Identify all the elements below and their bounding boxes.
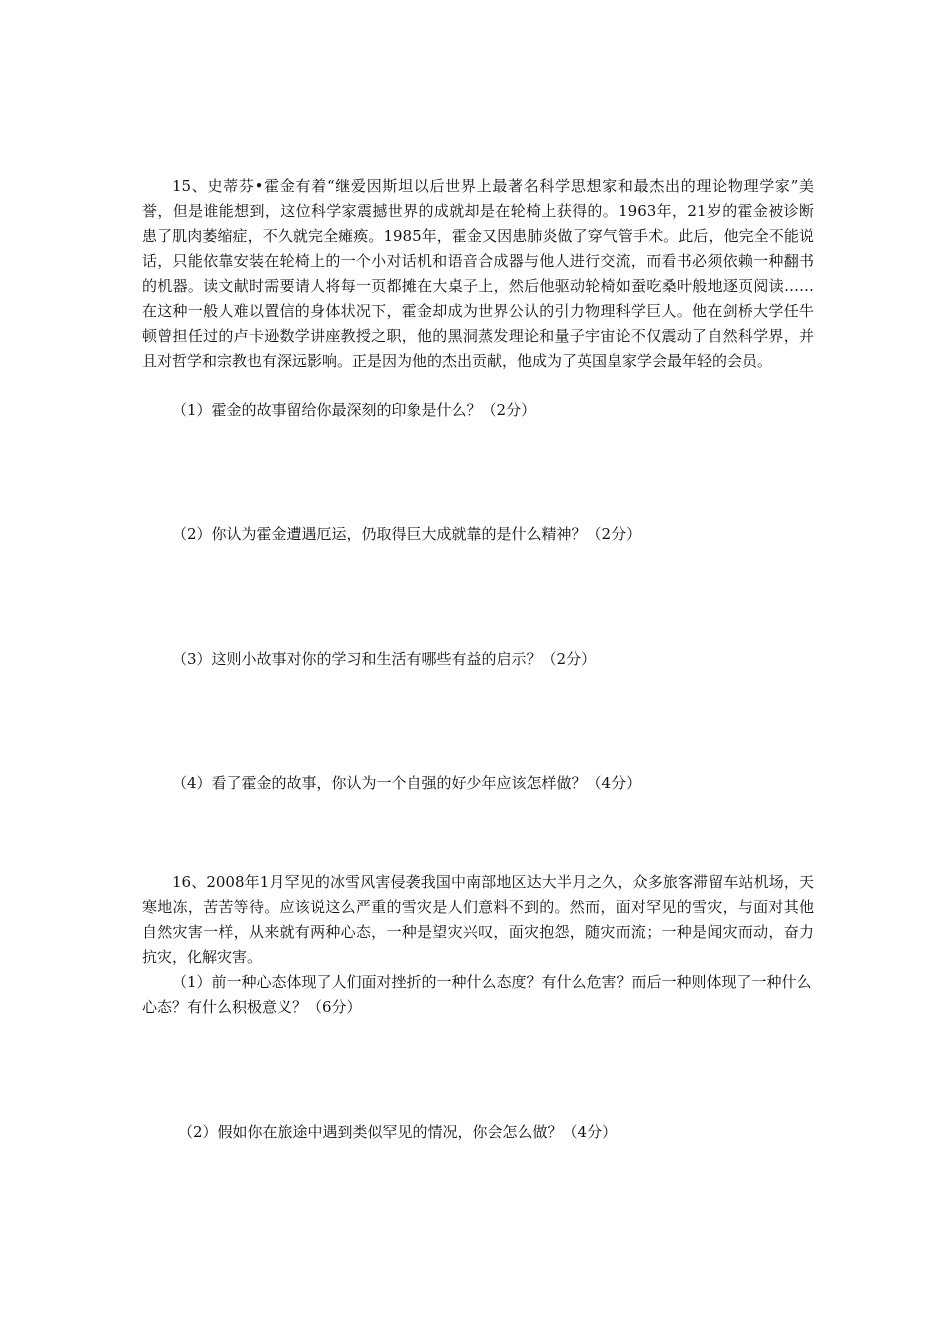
question-15-sub-2: （2）你认为霍金遭遇厄运，仍取得巨大成就靠的是什么精神？（2分） [172,525,642,543]
question-16-sub-2: （2）假如你在旅途中遇到类似罕见的情况，你会怎么做？（4分） [178,1123,618,1141]
question-16-passage: 16、2008年1月罕见的冰雪风害侵袭我国中南部地区达大半月之久，众多旅客滞留车站机场，天寒地冻，苦苦等待。应该说这么严重的雪灾是人们意料不到的。然而，面对罕见的雪灾，与面对其他自然灾害一样，从来就有两种心态，一种是望灾兴叹，面灾抱怨，随灾而流；一种是闻灾而动，奋力抗灾，化解灾害。 [142,873,814,966]
question-15-sub-3: （3）这则小故事对你的学习和生活有哪些有益的启示？（2分） [172,650,597,668]
question-15-sub-1: （1）霍金的故事留给你最深刻的印象是什么？（2分） [172,401,537,419]
question-15-passage: 15、史蒂芬•霍金有着“继爱因斯坦以后世界上最著名科学思想家和最杰出的理论物理学家”美誉，但是谁能想到，这位科学家震撼世界的成就却是在轮椅上获得的。1963年，21岁的霍金被诊断患了肌肉萎缩症，不久就完全瘫痪。1985年，霍金又因患肺炎做了穿气管手术。此后，他完全不能说话，只能依靠安装在轮椅上的一个小对话机和语音合成器与他人进行交流，而看书必须依赖一种翻书的机器。读文献时需要请人将每一页都摊在大桌子上，然后他驱动轮椅如蚕吃桑叶般地逐页阅读……在这种一般人难以置信的身体状况下，霍金却成为世界公认的引力物理科学巨人。他在剑桥大学任牛顿曾担任过的卢卡逊数学讲座教授之职，他的黑洞蒸发理论和量子宇宙论不仅震动了自然科学界，并且对哲学和宗教也有深远影响。正是因为他的杰出贡献，他成为了英国皇家学会最年轻的会员。 [142,177,814,370]
question-15-sub-4: （4）看了霍金的故事，你认为一个自强的好少年应该怎样做？（4分） [172,774,642,792]
question-16-sub-1: （1）前一种心态体现了人们面对挫折的一种什么态度？有什么危害？而后一种则体现了一种什么心态？有什么积极意义？（6分） [142,973,812,1016]
